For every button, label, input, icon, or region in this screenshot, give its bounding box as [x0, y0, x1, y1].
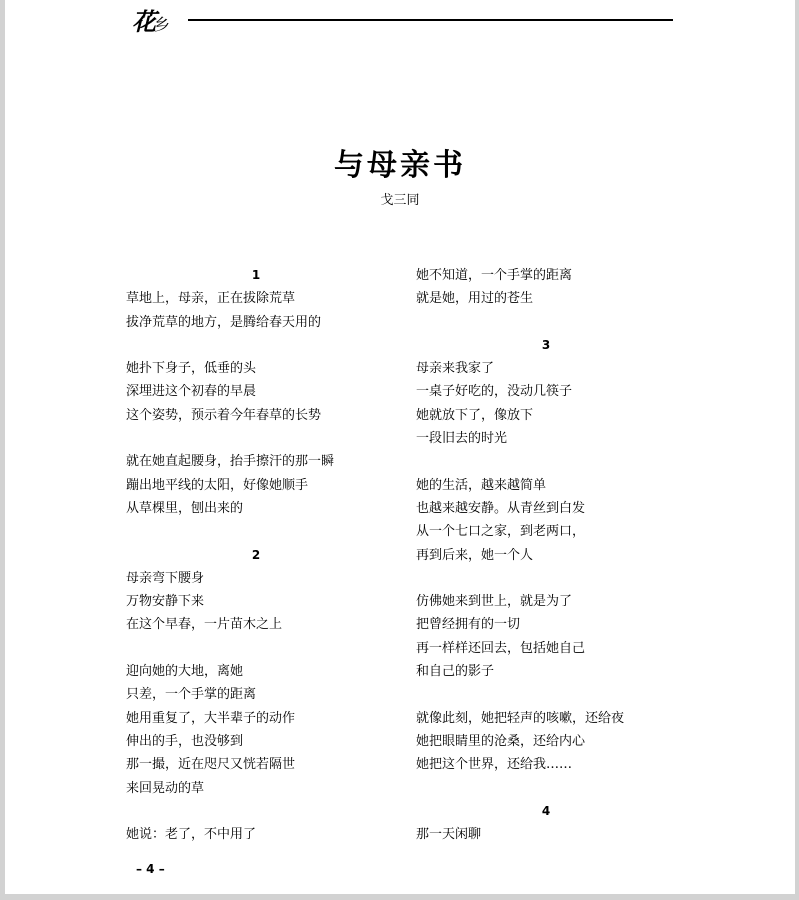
poem-line: 只差，一个手掌的距离 — [126, 687, 257, 703]
poem-line: 拔净荒草的地方，是腾给春天用的 — [126, 314, 322, 330]
poem-line: 她把眼睛里的沧桑，还给内心 — [416, 733, 586, 749]
magazine-logo: 花乡 — [132, 7, 169, 36]
poem-line: 她把这个世界，还给我…… — [416, 757, 573, 773]
poem-line: 把曾经拥有的一切 — [416, 617, 521, 633]
poem-line: 也越来越安静。从青丝到白发 — [416, 500, 586, 516]
poem-line: 蹦出地平线的太阳，好像她顺手 — [126, 477, 309, 493]
poem-title: 与母亲书 — [334, 148, 466, 183]
poem-line: 仿佛她来到世上，就是为了 — [416, 594, 573, 610]
section-number: 4 — [541, 803, 551, 818]
poem-line: 她用重复了，大半辈子的动作 — [126, 710, 296, 726]
poem-line: 再一样样还回去，包括她自己 — [416, 640, 586, 656]
poem-line: 一段旧去的时光 — [416, 431, 508, 447]
poem-line: 那一天闲聊 — [416, 827, 482, 843]
poem-line: 她就放下了，像放下 — [416, 407, 534, 423]
author-name: 戈三同 — [380, 193, 420, 208]
poem-line: 母亲来我家了 — [416, 361, 495, 377]
poem-line: 伸出的手，也没够到 — [126, 733, 244, 749]
section-number: 2 — [251, 547, 261, 562]
poem-line: 就在她直起腰身，抬手擦汗的那一瞬 — [126, 454, 335, 470]
poem-line: 一桌子好吃的，没动几筷子 — [416, 384, 573, 400]
right-column — [416, 264, 676, 846]
poem-line: 草地上，母亲，正在拔除荒草 — [126, 291, 296, 307]
poem-line: 从一个七口之家，到老两口， — [416, 524, 586, 540]
poem-line: 和自己的影子 — [416, 664, 495, 680]
poem-line: 就是她，用过的苍生 — [416, 291, 534, 307]
poem-line: 深埋进这个初春的早晨 — [126, 384, 257, 400]
header-rule — [188, 19, 673, 21]
poem-line: 迎向她的大地，离她 — [126, 664, 244, 680]
poem-line: 就像此刻，她把轻声的咳嗽，还给夜 — [416, 710, 625, 726]
page — [5, 0, 795, 894]
poem-line: 那一撮，近在咫尺又恍若隔世 — [126, 757, 296, 773]
poem-line: 她扑下身子，低垂的头 — [126, 361, 257, 377]
poem-line: 万物安静下来 — [126, 594, 205, 610]
poem-line: 来回晃动的草 — [126, 780, 205, 796]
poem-line: 她不知道，一个手掌的距离 — [416, 268, 573, 283]
poem-line: 再到后来，她一个人 — [416, 547, 534, 563]
poem-line: 这个姿势，预示着今年春草的长势 — [126, 407, 322, 423]
section-number: 1 — [251, 268, 261, 282]
poem-line: 她的生活，越来越简单 — [416, 477, 547, 493]
page-number: – 4 – — [136, 862, 165, 876]
poem-line: 她说：老了，不中用了 — [126, 827, 257, 843]
left-column — [126, 264, 386, 846]
poem-line: 母亲弯下腰身 — [126, 570, 205, 586]
poem-line: 从草棵里，刨出来的 — [126, 500, 244, 516]
poem-line: 在这个早春，一片苗木之上 — [126, 617, 283, 633]
section-number: 3 — [541, 337, 551, 352]
